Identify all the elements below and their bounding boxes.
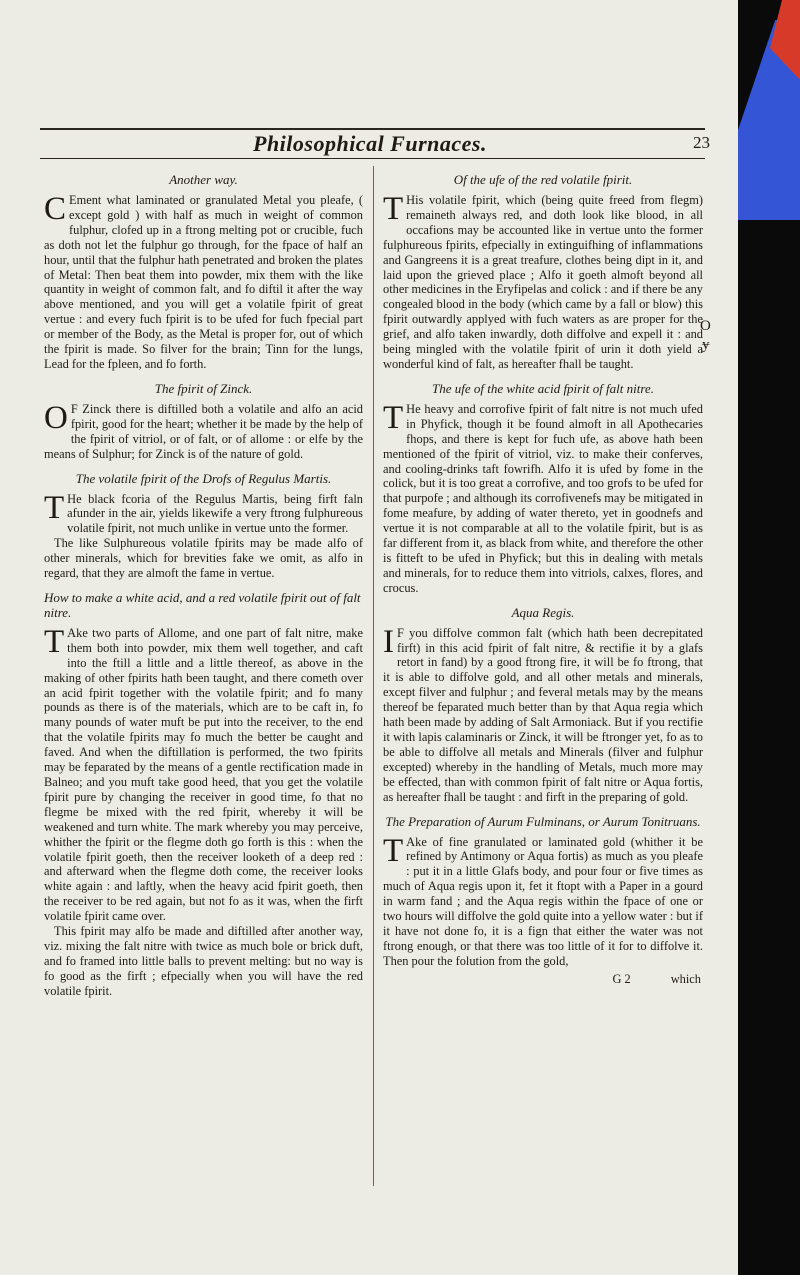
paragraph-text: Ake two parts of Allome, and one part of falt nitre, make them both into powder, mix them well together, and caft into the ftill a little and a little thereof, as above in the making of other fpirits hath been taught, and there cometh over an acid fpirit together with the volatile fpirit; and fo many pounds as there is of the materials, which are to be caft in, fo many pounds of water muft be put into the receiver, to the end that the volatile fpirits may fo much the better be caught and faved. And when the diftillation is performed, the two fpirits may be feparated by the means of a gentle rectification made in Balneo; and you muft take good heed, that you get the volatile fpirit pure by changing the receiver in good time, fo that no flegme be mixed with the red fpirit, whereby it will be weakened and turn white. The mark whereby you may perceive, whither the fpirit or the flegme doth go forth is this : when the volatile fpirit goeth, then the receiver looketh of a deep red : and afterward when the flegme doth come, the receiver looks white again : and laftly, when the heavy acid fpirit goeth, then the receiver to be red again, but not fo as it was, when the firft volatile fpirit came over. (44, 625, 363, 924)
paragraph (44, 489, 363, 537)
right-column (383, 172, 703, 987)
column-divider (373, 166, 374, 1186)
paragraph-text: This fpirit may alfo be made and diftilled after another way, viz. mixing the falt nitre with twice as much bole or brick duft, and fo framed into little balls to prevent melting: but no way is fo good as the firft ; efpecially when you will have the red volatile fpirit. (44, 924, 363, 998)
section-heading: How to make a white acid, and a red volatile fpirit out of falt nitre. (44, 589, 361, 620)
paragraph (44, 193, 363, 372)
paragraph-text: He black fcoria of the Regulus Martis, being firft faln afunder in the air, yields likewife a very ftrong fulphureous volatile fpirit, not much unlike in vertue unto the former. (67, 491, 363, 536)
paragraph (44, 536, 363, 581)
running-head: Philosophical Furnaces. (253, 131, 487, 156)
section-heading: Another way. (169, 172, 238, 187)
section-heading: The fpirit of Zinck. (154, 380, 253, 396)
drop-cap: T (383, 399, 404, 436)
paragraph (44, 399, 363, 462)
margin-mark: ɏ (702, 337, 710, 353)
drop-cap: T (44, 623, 65, 660)
paragraph (44, 623, 363, 924)
drop-cap: T (383, 191, 404, 227)
paragraph (44, 924, 363, 999)
paragraph-text: The like Sulphureous volatile fpirits may be made alfo of other minerals, which for brevities fake we omit, as alfo in regard, that they are almoft the fame in vertue. (44, 536, 363, 581)
paragraph (383, 623, 703, 805)
paragraph (383, 832, 703, 969)
drop-cap: T (383, 832, 404, 869)
drop-cap: O (44, 399, 68, 436)
drop-cap: C (44, 191, 67, 227)
paragraph-text: F Zinck there is diftilled both a volatile and alfo an acid fpirit, good for the heart; whether it be made by the help of the fpirit of vitriol, or of falt, or of allome : or elfe by the means of Sulphur; for Zinck is of the nature of gold. (44, 401, 363, 461)
section-heading: The volatile fpirit of the Drofs of Regulus Martis. (75, 470, 332, 486)
page-number: 23 (693, 133, 710, 152)
drop-cap: T (44, 489, 65, 526)
paragraph-text: He heavy and corrofive fpirit of falt nitre is not much ufed in Phyfick, though it be found almoft in all Apothecaries fhops, and there is kept for fuch ufe, as above hath been mentioned of the fpirit of vitriol, viz. to make their conferves, and cooling-drinks taft fowrifh. Alfo it is ufed by fome in the colick, but it is too great a corrofive, and too grofs to be ufed for that purpofe ; and although its corrofivenefs may be mitigated in fome meafure, by adding of water thereto, yet in goodnefs and vertue it is not comparable at all to the volatile fpirit, but is as far different from it, as black from white, and therefore the other is fitteft to be ufed in Phyfick; but this in dealing with metals and minerals, for to reduce them into vitriols, calxes, flores, and crocus. (383, 401, 704, 595)
section-heading: The ufe of the white acid fpirit of falt nitre. (432, 380, 654, 396)
paragraph (383, 399, 704, 596)
section-heading: The Preparation of Aurum Fulminans, or Aurum Tonitruans. (385, 813, 701, 829)
paragraph-text: Ement what laminated or granulated Metal you pleafe, ( except gold ) with half as much in weight of common fulphur, clofed up in a ftrong melting pot or crucible, fuch as doth not let the fulphur go through, for the fpace of half an hour, until that the fulphur hath penetrated and broken the plates of Metal: Then beat them into powder, mix them with the like quantity in weight of common falt, and fo diftil it after the way above mentioned, and you will get a volatile fpirit of great vertue : and every fuch fpirit is to be ufed for fuch fpecial part or member of the Body, as the Metal is proper for, out of which the fpirit is made. So filver for the brain; Tinn for the lungs, Lead for the fpleen, and fo forth. (44, 193, 363, 371)
paragraph (383, 193, 703, 372)
margin-mark: O (700, 318, 711, 334)
drop-cap: I (383, 623, 394, 660)
catchword: which (670, 971, 701, 986)
header-rule-top (40, 128, 705, 130)
header-rule-bottom (40, 158, 705, 159)
paragraph-text: Ake of fine granulated or laminated gold (whither it be refined by Antimony or Aqua fortis) as much as you pleafe : put it in a little Glafs body, and pour four or five times as much of Aqua regis upon it, fet it ftopt with a Paper in a gourd in warm fand ; and the Aqua regis within the fpace of one or two hours will diffolve the gold quite into a yellow water : but if it have not done fo, it is a fign that either the water was not ftrong enough, or that there was too little of it for to diffolve it. Then pour the folution from the gold, (383, 834, 703, 968)
catchword-line (383, 972, 703, 987)
section-heading: Aqua Regis. (511, 604, 575, 620)
signature-mark: G 2 (612, 971, 631, 986)
paragraph-text: His volatile fpirit, which (being quite freed from flegm) remaineth always red, and doth look like blood, in all occafions may be accounted like in vertue unto the former fulphureous fpirits, efpecially in extinguifhing of inflammations and Gangreens it is a great treafure, clothes being dipt in it, and laid upon the grieved place ; Alfo it goeth almoft beyond all other medicines in the Eryfipelas and colick : and if there be any congealed blood in the body (which came by a fall or blow) this fpirit outwardly applyed with fuch waters as are proper for the grief, and alfo taken inwardly, doth diffolve and expell it : and being mingled with the volatile fpirit of urin it doth yield a wonderful kind of falt, as hereafter fhall be taught. (383, 193, 703, 371)
section-heading: Of the ufe of the red volatile fpirit. (453, 172, 633, 187)
paragraph-text: F you diffolve common falt (which hath been decrepitated firft) in this acid fpirit of falt nitre, & rectifie it by a glafs retort in fand) by a good ftrong fire, it will be fo ftrong, that it is able to diffolve gold, and all other metals and minerals, except filver and fulphur ; and feveral metals may by the means thereof be feparated much better than by that Aqua regia which hath been made by adding of Salt Armoniack. But if you rectifie it with lapis calaminaris or Zinck, it will be ftronger yet, fo as to be able to diffolve all metals and Minerals (filver and fulphur excepted) whereby in the handling of Metals, much more may be effected, than with common fpirit of falt nitre or Aqua fortis, as hereafter fhall be taught : and firft in the preparing of gold. (383, 625, 703, 804)
left-column (44, 172, 363, 1008)
